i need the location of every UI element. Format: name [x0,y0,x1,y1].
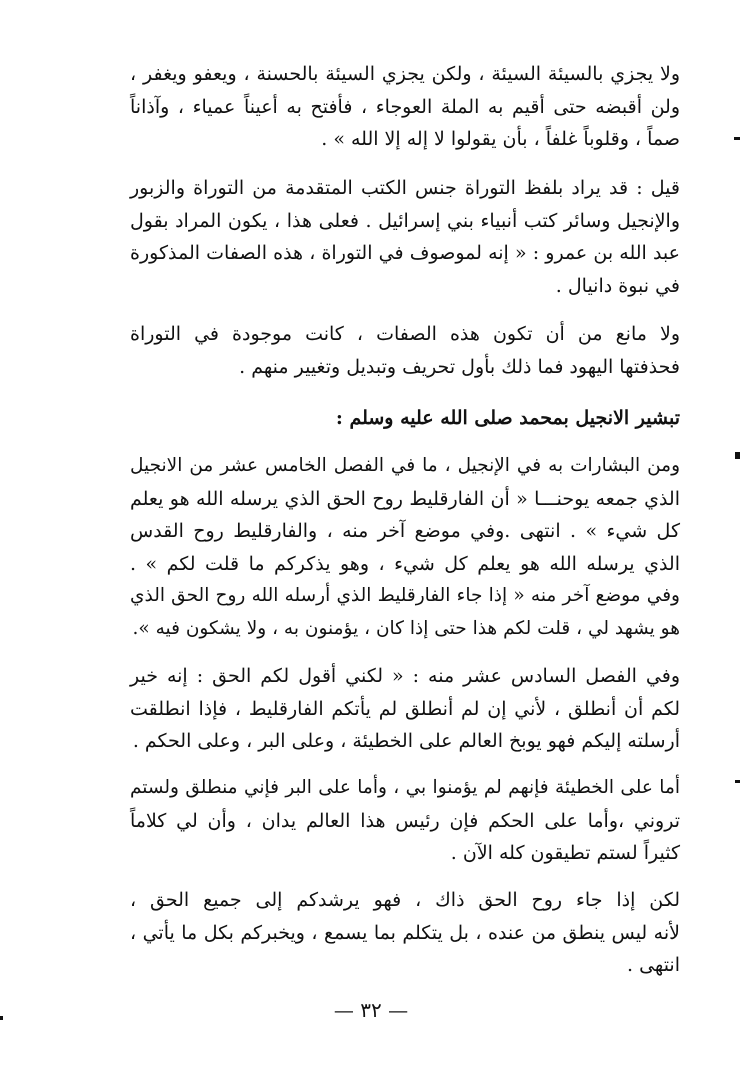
text-line: أرسلته إليكم فهو يوبخ العالم على الخطيئة ، وعلى البر ، وعلى الحكم . [132,730,680,752]
text-line: الذي يرسله الله هو يعلم كل شيء ، وهو يذكركم ما قلت لكم » . [130,552,680,575]
text-line: لأنه ليس ينطق من عنده ، بل يتكلم بما يسمع ، ويخبركم بكل ما يأتي ، [130,921,680,944]
text-line: لكن إذا جاء روح الحق ذاك ، فهو يرشدكم إلى جميع الحق ، [130,889,680,911]
text-line: عبد الله بن عمرو : « إنه لموصوف في التوراة ، هذه الصفات المذكورة [130,242,680,264]
text-line: وفي موضع آخر منه « إذا جاء الفارقليط الذي أرسله الله روح الحق الذي [130,585,680,606]
scan-edge-mark [734,137,740,140]
text-line: وفي الفصل السادس عشر منه : « لكني أقول لكم الحق : إنه خير [130,665,680,687]
text-line: كثيراً لستم تطيقون كله الآن . [450,842,680,864]
text-line: تروني ،وأما على الحكم فإن رئيس هذا العالم يدان ، وأن لي كلاماً [130,809,680,832]
text-line: فحذفتها اليهود فما ذلك بأول تحريف وتبديل وتغيير منهم . [239,355,680,378]
text-line: انتهى . [627,954,680,976]
paragraph-5 [130,660,680,758]
paragraph-2 [130,172,680,302]
paragraph-7 [130,884,680,982]
scan-edge-mark [735,452,740,459]
text-line: ولا يجزي بالسيئة السيئة ، ولكن يجزي السيئة بالحسنة ، ويعفو ويغفر ، [130,63,680,85]
paragraph-1 [130,58,680,156]
paragraph-4 [130,450,680,645]
scan-edge-mark [0,1016,3,1020]
text-line: كل شيء » . انتهى .وفي موضع آخر منه ، والفارقليط روح القدس [130,520,680,542]
text-line: ومن البشارات به في الإنجيل ، ما في الفصل الخامس عشر من الانجيل [130,455,680,476]
text-line: هو يشهد لي ، قلت لكم هذا حتى إذا كان ، يؤمنون به ، ولا يشكون فيه ». [132,617,680,639]
text-line: صماً ، وقلوباً غلفاً ، بأن يقولوا لا إله إلا الله » . [321,128,680,150]
text-line: ولا مانع من أن تكون هذه الصفات ، كانت موجودة في التوراة [130,323,680,345]
text-line: أما على الخطيئة فإنهم لم يؤمنوا بي ، وأما على البر فإني منطلق ولستم [130,777,680,798]
text-line: في نبوة دانيال . [555,274,680,297]
text-line: قيل : قد يراد بلفظ التوراة جنس الكتب المتقدمة من التوراة والزبور [130,177,680,199]
scan-edge-mark [735,780,740,783]
paragraph-3 [130,318,680,383]
text-line: والإنجيل وسائر كتب أنبياء بني إسرائيل . فعلى هذا ، يكون المراد بقول [130,209,680,232]
text-line: الذي جمعه يوحنـــا « أن الفارقليط روح الحق الذي يرسله الله هو يعلم [130,487,680,510]
section-heading: تبشير الانجيل بمحمد صلى الله عليه وسلم : [335,407,680,429]
text-line: ولن أقبضه حتى أقيم به الملة العوجاء ، فأفتح به أعيناً عمياء ، وآذاناً [130,95,680,118]
paragraph-6 [130,772,680,870]
text-line: لكم أن أنطلق ، لأني إن لم أنطلق لم يأتكم الفارقليط ، فإذا انطلقت [130,697,680,720]
page-number: — ٣٢ — [333,998,409,1022]
